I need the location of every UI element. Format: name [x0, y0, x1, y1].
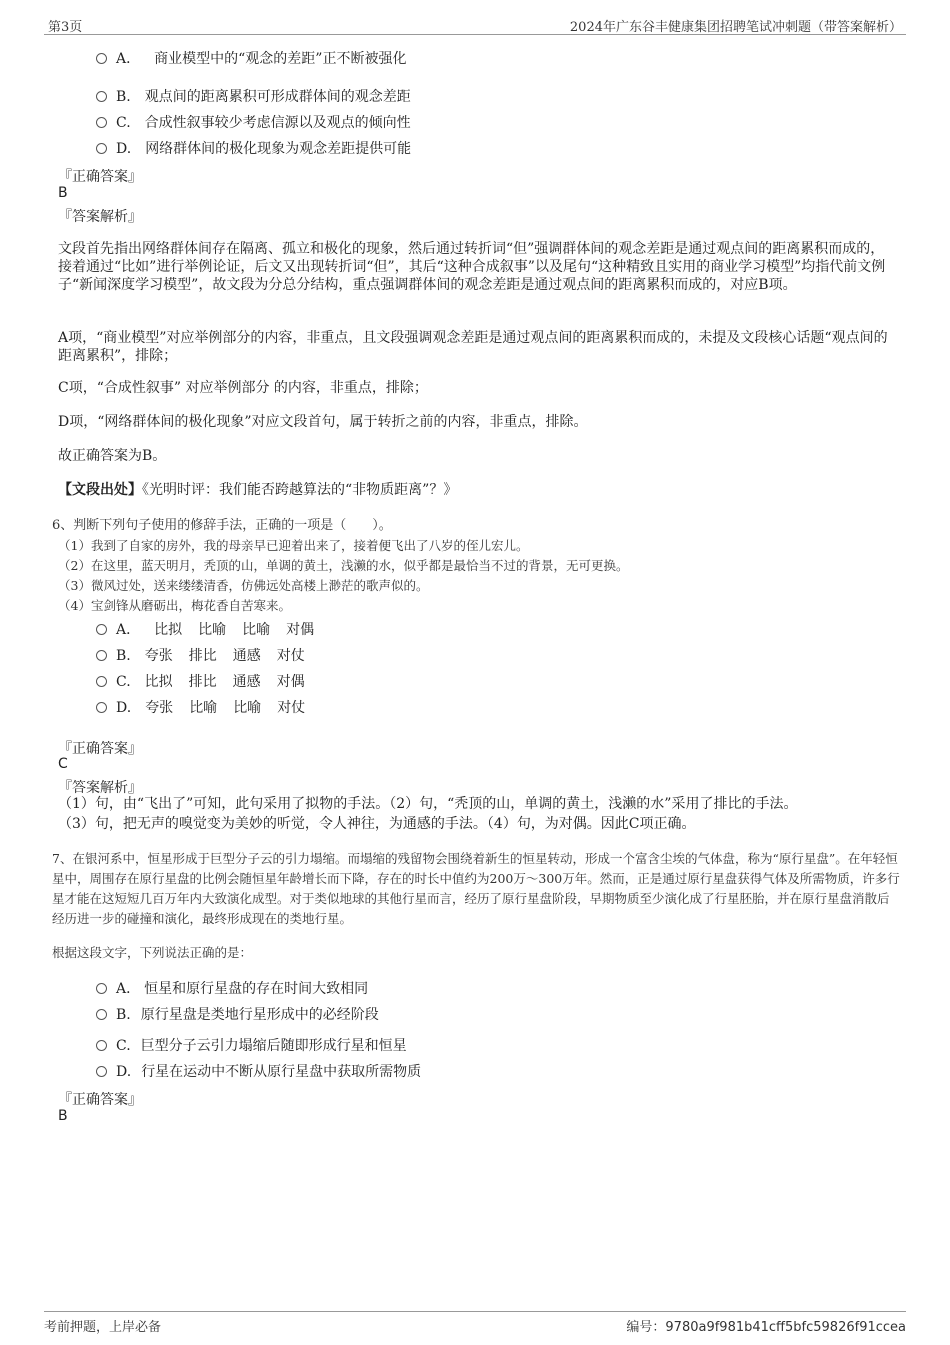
q6-answer: C [58, 756, 68, 772]
q5-analysis-p1: 文段首先指出网络群体间存在隔离、孤立和极化的现象，然后通过转折词“但”强调群体间的观念差距是通过观点间的距离累积而成的，接着通过“比如”进行举例论证，后文又出现转折词“但”，其后“这种合成叙事”以及尾句“这种精致且实用的商业学习模型”均指代前文例子“新闻深度学习模型”，故文段为分总分结构，重点强调群体间的观念差距是通过观点间的距离累积而成的，对应B项。 [58, 241, 886, 293]
code-label: 编号： [626, 1320, 666, 1335]
footer-slogan: 考前押题，上岸必备 [44, 1320, 162, 1335]
page-footer [44, 1311, 906, 1336]
radio-icon[interactable] [96, 676, 107, 687]
q6-item-2: （2）在这里，蓝天明月，秃顶的山，单调的黄土，浅濑的水，似乎都是最恰当不过的背景，无可更换。 [58, 558, 629, 573]
radio-icon[interactable] [96, 1066, 107, 1077]
q7-option-d[interactable]: D. 行星在运动中不断从原行星盘中获取所需物质 [96, 1061, 421, 1081]
q7-option-b[interactable]: B. 原行星盘是类地行星形成中的必经阶段 [96, 1004, 379, 1024]
q6-analysis-line2: （3）句，把无声的嗅觉变为美妙的听觉，令人神往，为通感的手法。（4）句，为对偶。因此C项正确。 [58, 816, 696, 832]
radio-icon[interactable] [96, 650, 107, 661]
q6-analysis-line1: （1）句，由“飞出了”可知，此句采用了拟物的手法。（2）句，“秃顶的山，单调的黄土，浅濑的水”采用了排比的手法。 [58, 796, 798, 812]
q7-answer: B [58, 1108, 68, 1124]
q7-option-c[interactable]: C. 巨型分子云引力塌缩后随即形成行星和恒星 [96, 1035, 407, 1055]
q7-prompt: 根据这段文字，下列说法正确的是： [52, 945, 253, 960]
q5-answer: B [58, 185, 68, 201]
q6-stem: 6、判断下列句子使用的修辞手法，正确的一项是（ ）。 [52, 518, 392, 533]
q6-answer-tag: 『正确答案』 [58, 741, 142, 757]
radio-icon[interactable] [96, 1040, 107, 1051]
q5-analysis-p2: A项，“商业模型”对应举例部分的内容，非重点，且文段强调观念差距是通过观点间的距离累积而成的，未提及文段核心话题“观点间的距离累积”，排除； [58, 330, 888, 364]
source-label: 【文段出处】 [58, 482, 142, 498]
q5-analysis-p4: D项，“网络群体间的极化现象”对应文段首句，属于转折之前的内容，非重点，排除。 [58, 414, 588, 430]
radio-icon[interactable] [96, 53, 107, 64]
q5-option-b[interactable]: B. 观点间的距离累积可形成群体间的观念差距 [96, 86, 411, 106]
q6-option-a[interactable]: A． 比拟 比喻 比喻 对偶 [96, 619, 314, 639]
radio-icon[interactable] [96, 117, 107, 128]
q6-item-3: （3）微风过处，送来缕缕清香，仿佛远处高楼上渺茫的歌声似的。 [58, 578, 429, 593]
q6-item-4: （4）宝剑锋从磨砺出，梅花香自苦寒来。 [58, 598, 291, 613]
page-header [44, 14, 906, 35]
source-text: 《光明时评：我们能否跨越算法的“非物质距离”？》 [142, 482, 458, 498]
radio-icon[interactable] [96, 983, 107, 994]
q6-option-d[interactable]: D. 夸张 比喻 比喻 对仗 [96, 697, 305, 717]
q5-source [58, 481, 894, 499]
q6-option-c[interactable]: C. 比拟 排比 通感 对偶 [96, 671, 305, 691]
q5-option-d[interactable]: D. 网络群体间的极化现象为观念差距提供可能 [96, 138, 411, 158]
q5-analysis-p3: C项，“合成性叙事” 对应举例部分 的内容，非重点，排除； [58, 380, 428, 396]
radio-icon[interactable] [96, 91, 107, 102]
q6-option-b[interactable]: B. 夸张 排比 通感 对仗 [96, 645, 305, 665]
q5-option-c[interactable]: C. 合成性叙事较少考虑信源以及观点的倾向性 [96, 112, 411, 132]
q5-answer-tag: 『正确答案』 [58, 169, 142, 185]
q6-item-1: （1）我到了自家的房外，我的母亲早已迎着出来了，接着便飞出了八岁的侄儿宏儿。 [58, 538, 529, 553]
radio-icon[interactable] [96, 1009, 107, 1020]
q7-answer-tag: 『正确答案』 [58, 1092, 142, 1108]
radio-icon[interactable] [96, 702, 107, 713]
document-title: 2024年广东谷丰健康集团招聘笔试冲刺题（带答案解析） [569, 20, 902, 35]
page-number: 第3页 [48, 20, 83, 35]
q6-analysis-tag: 『答案解析』 [58, 780, 142, 796]
q7-option-a[interactable]: A． 恒星和原行星盘的存在时间大致相同 [96, 978, 368, 998]
radio-icon[interactable] [96, 624, 107, 635]
q5-analysis-p5: 故正确答案为B。 [58, 448, 167, 464]
document-code [626, 1316, 906, 1335]
q7-stem: 7、在银河系中，恒星形成于巨型分子云的引力塌缩。而塌缩的残留物会围绕着新生的恒星转动，形成一个富含尘埃的气体盘，称为“原行星盘”。在年轻恒星中，周围存在原行星盘的比例会随恒星年龄增长而下降，存在的时长中值约为200万～300万年。然而，正是通过原行星盘获得气体及所需物质，许多行星才能在这短短几百万年内大致演化成型。对于类似地球的其他行星而言，经历了原行星盘阶段，早期物质至少演化成了行星胚胎，并在原行星盘消散后经历进一步的碰撞和演化，最终形成现在的类地行星。 [52, 851, 900, 926]
q5-analysis-tag: 『答案解析』 [58, 209, 142, 225]
q5-option-a[interactable]: A． 商业模型中的“观念的差距”正不断被强化 [96, 48, 406, 68]
radio-icon[interactable] [96, 143, 107, 154]
code-value: 9780a9f981b41cff5bfc59826f91ccea [665, 1320, 906, 1335]
